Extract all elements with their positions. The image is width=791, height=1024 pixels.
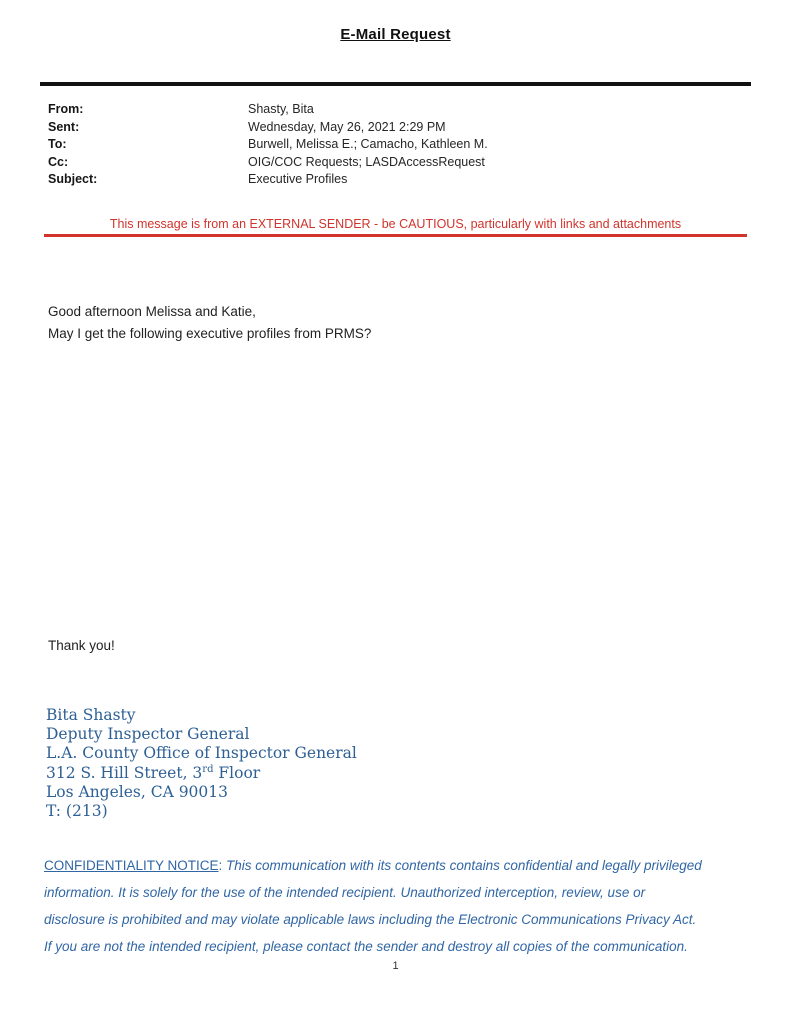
header-divider-rule: [40, 82, 751, 86]
cc-value: OIG/COC Requests; LASDAccessRequest: [248, 154, 485, 169]
cc-label: Cc:: [48, 154, 69, 169]
external-sender-warning: This message is from an EXTERNAL SENDER - be CAUTIOUS, particularly with links and attachments: [109, 217, 682, 231]
signature-city: Los Angeles, CA 90013: [46, 782, 229, 801]
email-header-fields: [48, 101, 708, 189]
warning-divider-rule: [44, 234, 747, 237]
page-number: 1: [392, 960, 399, 972]
from-value: Shasty, Bita: [248, 102, 314, 116]
sent-label: Sent:: [48, 119, 80, 134]
subject-value: Executive Profiles: [248, 172, 348, 186]
header-row-subject: [48, 171, 708, 189]
subject-label: Subject:: [48, 172, 98, 186]
body-closing: Thank you!: [48, 638, 115, 653]
signature-name: Bita Shasty: [46, 706, 136, 724]
to-value: Burwell, Melissa E.; Camacho, Kathleen M.: [248, 137, 488, 151]
from-label: From:: [48, 102, 84, 116]
header-row-from: [48, 101, 708, 119]
street-ordinal-superscript: rd: [202, 763, 214, 775]
header-row-to: [48, 136, 708, 154]
body-request: May I get the following executive profiles from PRMS?: [48, 325, 372, 341]
sent-value: Wednesday, May 26, 2021 2:29 PM: [248, 119, 446, 134]
header-row-sent: [48, 119, 708, 137]
header-row-cc: [48, 154, 708, 172]
signature-street: 312 S. Hill Street, 3rd Floor: [46, 763, 261, 782]
confidentiality-text: This communication with its contents contains confidential and legally privileged information. It is solely for the use of the intended recipient. Unauthorized interception, review, use or disclosure is prohibited and may violate applicable laws including the Electronic Communications Privacy Act. If you are not the intended recipient, please contact the sender and destroy all copies of the communication.: [44, 858, 702, 954]
body-greeting: Good afternoon Melissa and Katie,: [48, 304, 256, 319]
signature-organization: L.A. County Office of Inspector General: [46, 744, 357, 763]
confidentiality-label: CONFIDENTIALITY NOTICE: [44, 858, 219, 873]
document-title: E-Mail Request: [340, 26, 451, 43]
confidentiality-notice: [44, 852, 706, 960]
to-label: To:: [48, 137, 67, 151]
confidentiality-separator: :: [218, 858, 227, 873]
signature-job-title: Deputy Inspector General: [46, 725, 250, 744]
signature-block: [46, 706, 546, 821]
email-body: [48, 301, 708, 344]
signature-phone: T: (213): [46, 802, 108, 821]
